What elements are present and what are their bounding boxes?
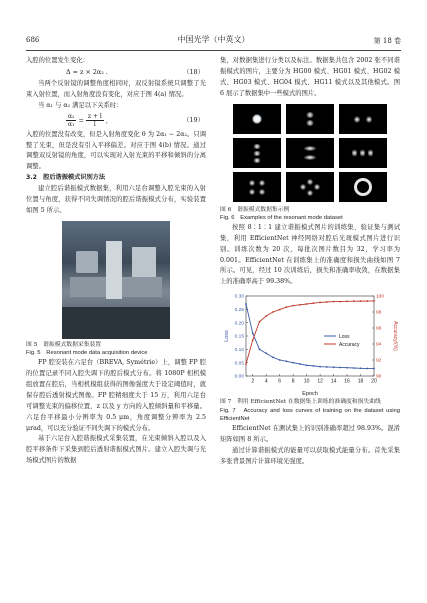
- mode-image: [286, 172, 334, 202]
- data-point-loss: [245, 303, 247, 305]
- x-axis-label: Epoch: [302, 391, 318, 398]
- data-point-accuracy: [319, 302, 321, 304]
- x-tick-label: 14: [330, 378, 337, 385]
- y2-axis-label: Accuracy/(%): [392, 321, 398, 352]
- journal-title: 中国光学（中英文）: [177, 35, 250, 44]
- data-point-loss: [299, 363, 301, 365]
- y-tick-label: 0.25: [234, 308, 244, 314]
- y-tick-label: 0.00: [234, 374, 244, 380]
- y2-tick-label: 90: [376, 374, 382, 380]
- mode-image: [286, 138, 334, 168]
- x-tick-label: 16: [344, 378, 350, 385]
- setup-photo: [62, 221, 170, 339]
- x-tick-label: 6: [278, 378, 282, 385]
- mode-image-grid: [220, 104, 400, 202]
- data-point-accuracy: [265, 315, 267, 317]
- paragraph: 入腔的位置发生变化：: [26, 57, 89, 64]
- data-point-loss: [312, 365, 314, 367]
- data-point-loss: [306, 365, 308, 367]
- y2-tick-label: 92: [376, 358, 382, 364]
- x-tick-label: 4: [264, 378, 268, 385]
- mode-image: [286, 104, 334, 134]
- y2-tick-label: 100: [376, 294, 385, 300]
- data-point-loss: [319, 366, 321, 368]
- series-line-accuracy: [246, 301, 374, 364]
- data-point-loss: [346, 367, 348, 369]
- y-tick-label: 0.05: [234, 361, 244, 367]
- data-point-loss: [326, 366, 328, 368]
- volume-label: 第 18 卷: [373, 37, 401, 45]
- equation-number: （19）: [183, 116, 204, 125]
- data-point-accuracy: [245, 363, 247, 365]
- paragraph: 当 α₁ 与 α₂ 满足以下关系时：: [38, 101, 123, 109]
- left-column: [26, 56, 206, 467]
- mode-image: [339, 138, 387, 168]
- data-point-loss: [292, 362, 294, 364]
- data-point-loss: [279, 359, 281, 361]
- page-number: 686: [26, 36, 40, 44]
- equation-number: （18）: [183, 68, 204, 77]
- y-tick-label: 0.10: [234, 348, 244, 354]
- x-tick-label: 8: [291, 378, 295, 385]
- plot-frame: [246, 296, 374, 376]
- equation-expr: Δ = z × 2α₂ .: [66, 68, 108, 77]
- fraction-rhs: $\frac{z + l}{l}$: [87, 113, 102, 129]
- y-tick-label: 0.15: [234, 334, 244, 340]
- y-tick-label: 0.30: [234, 294, 244, 300]
- figure-7-caption-en: Fig. 7 Accuracy and loss curves of training on the dataset using EfficientNet: [220, 407, 400, 423]
- paragraph: 通过计算谐振模式的能量可以获取模式能量分布。首先采集多张背景图片计算环境光强度。: [220, 446, 400, 465]
- figure-6-caption-en: Fig. 6 Examples of the resonant mode dataset: [220, 215, 343, 222]
- figure-5-caption-zh: 图 5 谐振模式数据采集装置: [26, 341, 102, 348]
- legend-label: Accuracy: [339, 342, 360, 349]
- data-point-loss: [252, 333, 254, 335]
- right-column: [220, 56, 400, 468]
- equation-18: [26, 67, 206, 79]
- data-point-accuracy: [292, 305, 294, 307]
- data-point-loss: [259, 349, 261, 351]
- data-point-accuracy: [333, 301, 335, 303]
- data-point-accuracy: [272, 311, 274, 313]
- y2-tick-label: 94: [376, 342, 382, 348]
- figure-5-caption-en: Fig. 5 Resonant mode data acquisition device: [26, 350, 148, 357]
- y-tick-label: 0.20: [234, 321, 244, 327]
- paragraph: 基于六足台入腔谐振模式采集装置，在光束倾斜入腔以及入腔平移条件下采集到腔后透射谐振模式图片。建立入腔失调与光场模式图片的数据: [26, 435, 206, 465]
- data-point-accuracy: [312, 303, 314, 305]
- equation-expr: $\frac{\text{α₂}}{\text{α₁}}$ = $\frac{z + l}{l}$ ,: [68, 113, 108, 129]
- x-tick-label: 10: [303, 378, 310, 385]
- equation-19: [26, 112, 206, 130]
- data-point-loss: [272, 357, 274, 359]
- y-axis-label: Loss: [224, 330, 230, 343]
- data-point-accuracy: [339, 301, 341, 303]
- figure-6-caption-zh: 图 6 谐振模式数据集示例: [220, 206, 290, 213]
- page-header: [26, 34, 401, 48]
- data-point-accuracy: [373, 300, 375, 302]
- data-point-accuracy: [360, 300, 362, 302]
- data-point-loss: [339, 367, 341, 369]
- x-tick-label: 20: [371, 378, 377, 385]
- data-point-accuracy: [353, 301, 355, 303]
- paragraph: FP 腔安装在六足台（BREVA, Symétrie）上，调整 FP 腔的位置记录不同入腔失调下的腔后模式分布。将 1080P 相机模组放置在腔后，当相机模组获得的图像强度大于设定阈值时，就保存腔后透射模式图像。FP 腔精细度大于 15 万，利用六足台可调整光束的偏移位置，z 以及 y 方向的入腔倾斜量和平移量。六足台平移最小分辨率为 0.5 μm，角度调整分辨率为 2.5 μrad，可以充分验证不同失调下的模式分布。: [26, 359, 206, 432]
- mode-image: [233, 172, 281, 202]
- y2-tick-label: 96: [376, 326, 382, 332]
- x-tick-label: 2: [251, 378, 255, 385]
- data-point-accuracy: [252, 339, 254, 341]
- data-point-accuracy: [286, 307, 288, 309]
- data-point-loss: [286, 361, 288, 363]
- training-curve-chart: [222, 290, 398, 398]
- figure-7-caption-zh: 图 7 利用 EfficientNet 在数据集上训练的准确度和损失曲线: [220, 399, 381, 406]
- y2-tick-label: 98: [376, 310, 382, 316]
- fraction-lhs: $\frac{\text{α₂}}{\text{α₁}}$: [68, 113, 75, 129]
- data-point-accuracy: [299, 304, 301, 306]
- paragraph: 建立腔后谐振模式数据集，利用六足台调整入腔光束的入射位置与角度，获得不同失调情况的腔后谐振模式分布，实验装置如图 5 所示。: [26, 185, 206, 214]
- paragraph: 集，对数据集进行分类以及标注。数据集共包含 2002 张不同谐振模式的图片，主要分为 HG00 模式、HG01 模式、HG02 模式、HG03 模式、HG04 模式、HG11 模式以及其他模式。图 6 展示了数据集中一些模式的图片。: [220, 57, 400, 97]
- data-point-loss: [333, 367, 335, 369]
- data-point-loss: [373, 368, 375, 370]
- header-rule: [26, 50, 401, 51]
- mode-image: [339, 104, 387, 134]
- mode-image: [233, 138, 281, 168]
- data-point-accuracy: [279, 309, 281, 311]
- paragraph: 入腔的位置没有改变，但是入射角度变化 θ 为 2α₁ − 2α₂。只调整了光束，但是没有引入平移偏差。对应于图 4(b) 情况。通过调整双反射镜的角度，可以实现对入射光束的平移和倾斜的分离调整。: [26, 130, 206, 171]
- data-point-loss: [265, 353, 267, 355]
- mode-image: [233, 104, 281, 134]
- section-heading: 3.2 腔后谐振模式识别方法: [26, 174, 106, 182]
- data-point-loss: [353, 367, 355, 369]
- mode-image: [339, 172, 387, 202]
- x-tick-label: 12: [317, 378, 323, 385]
- paragraph: EfficientNet 在测试集上的识别准确率超过 98.93%。混淆矩阵如图 8 所示。: [220, 425, 400, 443]
- data-point-accuracy: [366, 300, 368, 302]
- data-point-loss: [360, 368, 362, 370]
- series-line-loss: [246, 304, 374, 369]
- paragraph: 当两个反射镜的调整角度相同时，双反射镜系统只调整了光束入射位置，而入射角度没有变化，对应于图 4(a) 情况。: [26, 79, 206, 98]
- data-point-accuracy: [306, 303, 308, 305]
- data-point-accuracy: [346, 301, 348, 303]
- data-point-loss: [366, 368, 368, 370]
- x-tick-label: 18: [357, 378, 364, 385]
- data-point-accuracy: [326, 301, 328, 303]
- paragraph: 按照 8∶1∶1 建立谐振模式图片的训练集、验证集与测试集，利用 EfficientNet 神经网络对腔后光斑模式图片进行识别。训练次数为 20 次，每批次图片数目为 32，学习率为 0.001。EfficientNet 在训练集上的准确度和损失曲线如图 7 所示。可见，经过 10 次训练后，损失和准确率收敛，在数据集上的准确率高于 99.38%。: [220, 223, 400, 286]
- legend-label: Loss: [339, 334, 350, 341]
- data-point-accuracy: [259, 321, 261, 323]
